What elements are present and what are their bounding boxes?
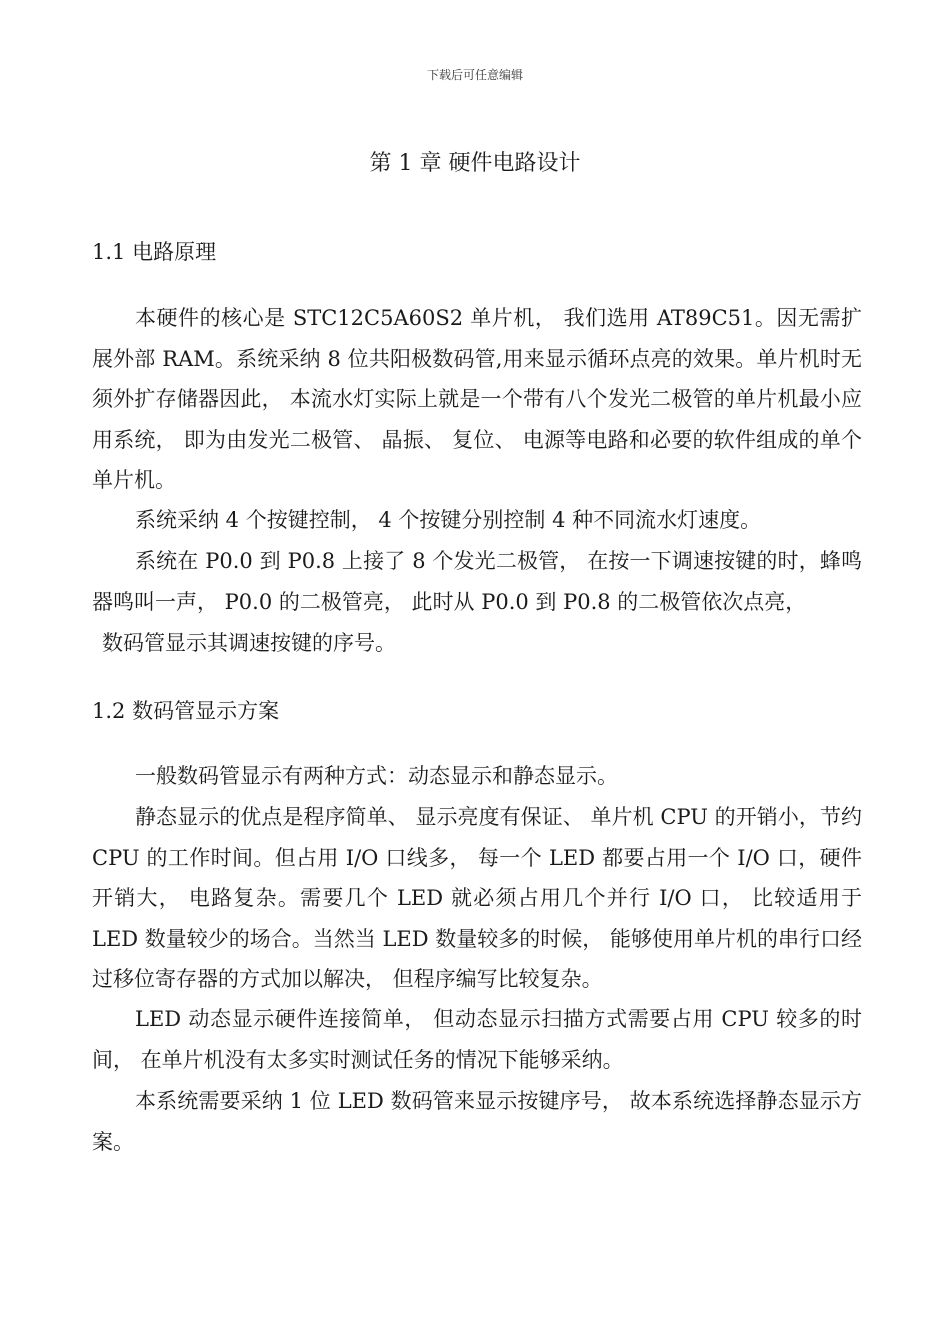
paragraph: 系统在 P0.0 到 P0.8 上接了 8 个发光二极管， 在按一下调速按键的时，蜂鸣器鸣叫一声， P0.0 的二极管亮， 此时从 P0.0 到 P0.8 的二极管依次点亮， [92,549,862,614]
paragraph: 本硬件的核心是 STC12C5A60S2 单片机， 我们选用 AT89C51。因无需扩展外部 RAM。系统采纳 8 位共阳极数码管,用来显示循环点亮的效果。单片机时无须外扩存储器因此， 本流水灯实际上就是一个带有八个发光二极管的单片机最小应用系统， 即为由发光二极管、 晶振、 复位、 电源等电路和必要的软件组成的单个单片机。 [92,306,862,493]
page-header-note: 下载后可任意编辑 [426,68,523,82]
section-heading-1-2: 1.2 数码管显示方案 [92,699,280,723]
paragraph: LED 动态显示硬件连接简单， 但动态显示扫描方式需要占用 CPU 较多的时间， 在单片机没有太多实时测试任务的情况下能够采纳。 [92,1007,862,1072]
paragraph: 本系统需要采纳 1 位 LED 数码管来显示按键序号， 故本系统选择静态显示方案。 [92,1089,862,1154]
paragraph: 静态显示的优点是程序简单、 显示亮度有保证、 单片机 CPU 的开销小，节约 CPU 的工作时间。但占用 I/O 口线多， 每一个 LED 都要占用一个 I/O 口，硬件开销大， 电路复杂。需要几个 LED 就必须占用几个并行 I/O 口， 比较适用于 LED 数量较少的场合。当然当 LED 数量较多的时候， 能够使用单片机的串行口经过移位寄存器的方式加以解决， 但程序编写比较复杂。 [92,805,862,992]
chapter-title: 第 1 章 硬件电路设计 [369,151,581,176]
section-heading-1-1: 1.1 电路原理 [92,240,217,264]
paragraph: 一般数码管显示有两种方式：动态显示和静态显示。 [135,764,618,788]
paragraph: 数码管显示其调速按键的序号。 [102,631,396,655]
paragraph: 系统采纳 4 个按键控制， 4 个按键分别控制 4 种不同流水灯速度。 [135,508,762,532]
